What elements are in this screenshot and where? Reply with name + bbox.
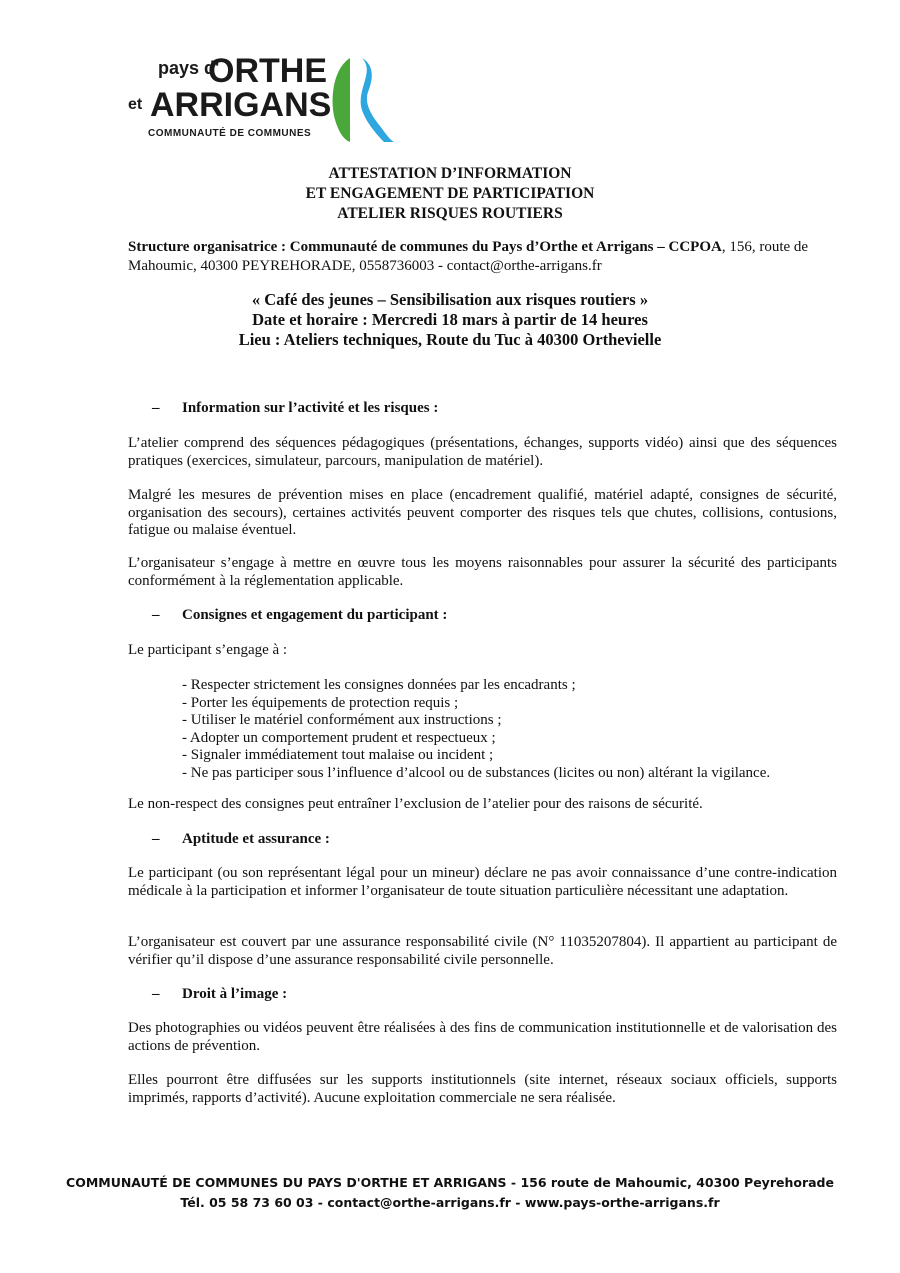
- section-heading-information: [152, 400, 438, 417]
- organizer-address: , 156, route de Mahoumic, 40300 PEYREHORADE, 0558736003 - contact@orthe-arrigans.fr: [128, 239, 809, 274]
- list-item: - Utiliser le matériel conformément aux instructions ;: [182, 712, 502, 728]
- title-line-1: ATTESTATION D’INFORMATION: [328, 165, 572, 182]
- logo: [128, 52, 408, 144]
- logo-text-arrigans: ARRIGANS: [150, 86, 332, 124]
- section-heading-consignes: [152, 607, 447, 624]
- section-heading-text: Information sur l’activité et les risques :: [182, 400, 439, 416]
- section-heading-droit-image: [152, 986, 287, 1003]
- paragraph: Le non-respect des consignes peut entraîner l’exclusion de l’atelier pour des raisons de sécurité.: [128, 796, 703, 812]
- event-date: Date et horaire : Mercredi 18 mars à partir de 14 heures: [252, 310, 648, 329]
- paragraph: Malgré les mesures de prévention mises en place (encadrement qualifié, matériel adapté, consignes de sécurité, organisation des secours), certaines activités peuvent comporter des risques tels que chutes, collisions, contusions, fatigue ou malaise éventuel.: [128, 487, 837, 538]
- organizer-block: [128, 238, 838, 276]
- list-item: - Signaler immédiatement tout malaise ou incident ;: [182, 747, 494, 763]
- paragraph: Le participant (ou son représentant légal pour un mineur) déclare ne pas avoir connaissance d’une contre-indication médicale à la participation et informer l’organisateur de toute situation particulière nécessitant une adaptation.: [128, 865, 837, 899]
- section-dash: –: [152, 986, 160, 1002]
- title-line-2: ET ENGAGEMENT DE PARTICIPATION: [305, 185, 595, 202]
- logo-mark-icon: [328, 56, 400, 144]
- section-heading-aptitude: [152, 831, 330, 848]
- section-heading-text: Consignes et engagement du participant :: [182, 607, 448, 623]
- footer: [0, 1173, 900, 1213]
- event-place: Lieu : Ateliers techniques, Route du Tuc à 40300 Orthevielle: [238, 330, 662, 349]
- paragraph: L’organisateur est couvert par une assurance responsabilité civile (N° 11035207804). Il appartient au participant de vérifier qu’il dispose d’une assurance responsabilité civile personnelle.: [128, 934, 837, 968]
- document-title: [0, 164, 900, 224]
- logo-text-orthe: ORTHE: [208, 52, 327, 90]
- paragraph: Elles pourront être diffusées sur les supports institutionnels (site internet, réseaux sociaux officiels, supports imprimés, rapports d’activité). Aucune exploitation commerciale ne sera réalisée.: [128, 1072, 837, 1106]
- list-item: - Adopter un comportement prudent et respectueux ;: [182, 729, 496, 746]
- section-dash: –: [152, 607, 160, 623]
- paragraph: Le participant s’engage à :: [128, 642, 288, 658]
- section-dash: –: [152, 400, 160, 416]
- logo-text-pays: pays d': [158, 58, 220, 78]
- paragraph: L’atelier comprend des séquences pédagogiques (présentations, échanges, supports vidéo) ainsi que des séquences pratiques (exercices, simulateur, parcours, manipulation de matériel).: [128, 435, 837, 469]
- section-heading-text: Droit à l’image :: [182, 986, 288, 1002]
- title-line-3: ATELIER RISQUES ROUTIERS: [337, 205, 563, 222]
- paragraph: Des photographies ou vidéos peuvent être réalisées à des fins de communication institutionnelle et de valorisation des actions de prévention.: [128, 1020, 837, 1054]
- paragraph: L’organisateur s’engage à mettre en œuvre tous les moyens raisonnables pour assurer la sécurité des participants conformément à la réglementation applicable.: [128, 555, 837, 589]
- section-dash: –: [152, 831, 160, 847]
- event-name: « Café des jeunes – Sensibilisation aux risques routiers »: [251, 290, 649, 309]
- logo-text-et: et: [128, 96, 143, 113]
- section-heading-text: Aptitude et assurance :: [182, 831, 330, 847]
- event-block: [0, 290, 900, 350]
- list-item: - Porter les équipements de protection requis ;: [182, 694, 459, 711]
- organizer-label: Structure organisatrice : Communauté de communes du Pays d’Orthe et Arrigans – CCPOA: [128, 239, 722, 255]
- footer-line-1: COMMUNAUTÉ DE COMMUNES DU PAYS D'ORTHE ET ARRIGANS - 156 route de Mahoumic, 40300 Peyrehorade: [66, 1175, 834, 1190]
- footer-line-2: Tél. 05 58 73 60 03 - contact@orthe-arrigans.fr - www.pays-orthe-arrigans.fr: [180, 1195, 720, 1210]
- list-item: - Ne pas participer sous l’influence d’alcool ou de substances (licites ou non) altérant la vigilance.: [182, 764, 771, 781]
- list-item: - Respecter strictement les consignes données par les encadrants ;: [182, 677, 576, 693]
- commitment-list: [182, 677, 862, 782]
- logo-text-communaute: COMMUNAUTÉ DE COMMUNES: [148, 128, 312, 139]
